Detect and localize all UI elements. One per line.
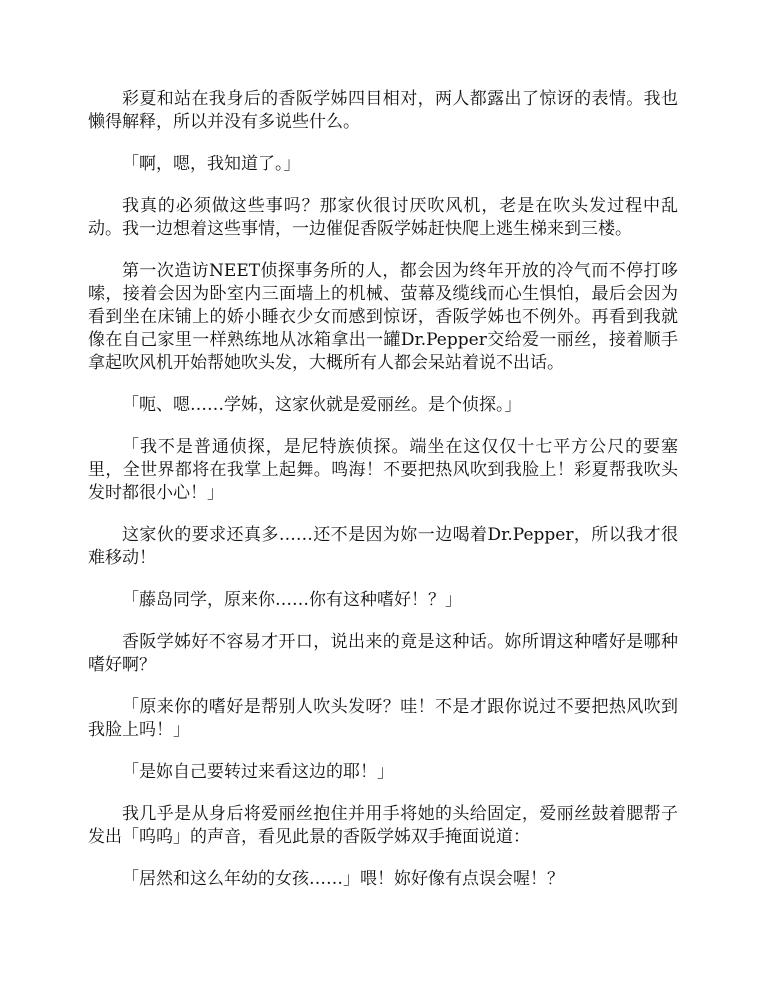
paragraph: 「呃、嗯……学姊，这家伙就是爱丽丝。是个侦探。」 bbox=[122, 395, 522, 415]
paragraph: 「是妳自己要转过来看这边的耶！」 bbox=[122, 762, 394, 782]
paragraph: 「居然和这么年幼的女孩……」喂！妳好像有点误会喔！？ bbox=[122, 869, 564, 889]
paragraph: 我几乎是从身后将爱丽丝抱住并用手将她的头给固定，爱丽丝鼓着腮帮子发出「呜呜」的声音，看见此景的香阪学姊双手掩面说道： bbox=[88, 804, 678, 847]
paragraph: 香阪学姊好不容易才开口，说出来的竟是这种话。妳所谓这种嗜好是哪种嗜好啊？ bbox=[88, 632, 678, 675]
paragraph: 「我不是普通侦探，是尼特族侦探。端坐在这仅仅十七平方公尺的要塞里，全世界都将在我掌上起舞。鸣海！不要把热风吹到我脸上！彩夏帮我吹头发时都很小心！」 bbox=[88, 437, 678, 503]
paragraph: 这家伙的要求还真多……还不是因为妳一边喝着Dr.Pepper，所以我才很难移动！ bbox=[88, 525, 678, 568]
paragraph: 「啊，嗯，我知道了。」 bbox=[122, 154, 301, 174]
document-page bbox=[88, 88, 678, 910]
paragraph: 我真的必须做这些事吗？那家伙很讨厌吹风机，老是在吹头发过程中乱动。我一边想着这些事情，一边催促香阪学姊赶快爬上逃生梯来到三楼。 bbox=[88, 196, 678, 239]
paragraph: 「原来你的嗜好是帮别人吹头发呀？哇！不是才跟你说过不要把热风吹到我脸上吗！」 bbox=[88, 697, 678, 740]
paragraph: 第一次造访NEET侦探事务所的人，都会因为终年开放的冷气而不停打哆嗦，接着会因为卧室内三面墙上的机械、萤幕及缆线而心生惧怕，最后会因为看到坐在床铺上的娇小睡衣少女而感到惊讶，香阪学姊也不例外。再看到我就像在自己家里一样熟练地从冰箱拿出一罐Dr.Pepper交给爱一丽丝，接着顺手拿起吹风机开始帮她吹头发，大概所有人都会呆站着说不出话。 bbox=[88, 261, 678, 373]
paragraph: 彩夏和站在我身后的香阪学姊四目相对，两人都露出了惊讶的表情。我也懒得解释，所以并没有多说些什么。 bbox=[88, 89, 678, 132]
paragraph: 「藤岛同学，原来你……你有这种嗜好！？」 bbox=[122, 590, 462, 610]
